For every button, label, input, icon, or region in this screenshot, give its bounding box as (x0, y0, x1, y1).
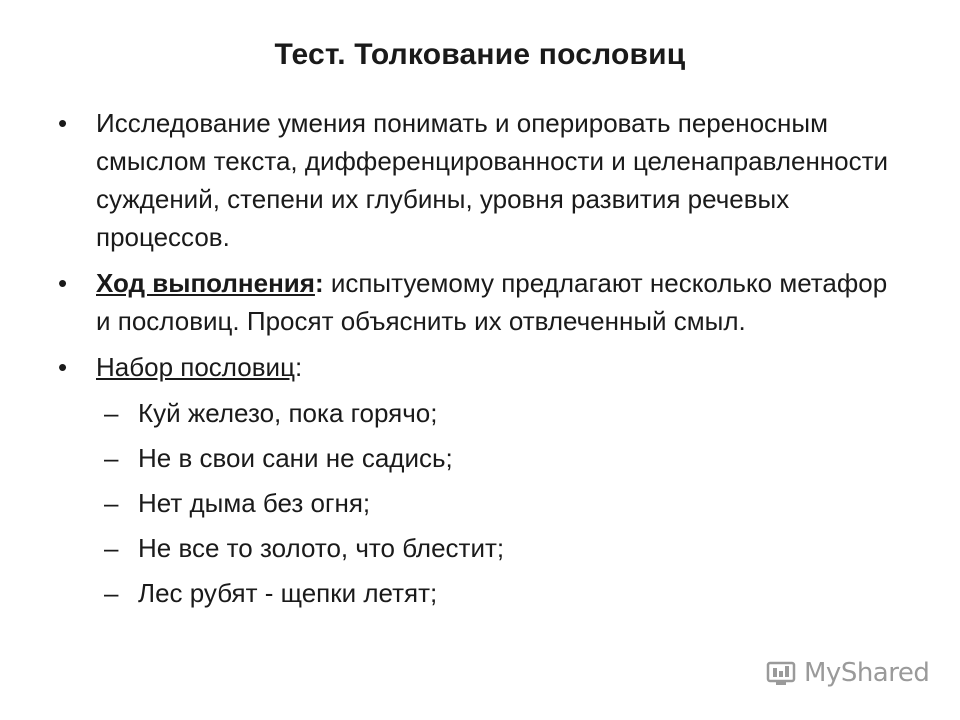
dash-marker: – (104, 533, 119, 563)
dash-marker: – (104, 488, 119, 518)
dash-marker: – (104, 443, 119, 473)
slide-content (58, 104, 898, 619)
proverb-item (58, 529, 898, 567)
bullet-item (58, 348, 898, 386)
watermark-text: MyShared (804, 658, 930, 688)
proverb-item (58, 394, 898, 432)
proverb-text: Нет дыма без огня; (138, 488, 371, 518)
proverb-item (58, 439, 898, 477)
bullet-marker: • (58, 268, 68, 298)
bullet-colon: : (294, 352, 303, 382)
myshared-logo-icon (766, 660, 800, 688)
proverb-text: Куй железо, пока горячо; (138, 398, 438, 428)
bullet-marker: • (58, 352, 68, 382)
dash-marker: – (104, 578, 119, 608)
bullet-item (58, 104, 898, 256)
slide-title: Тест. Толкование пословиц (274, 38, 686, 71)
bullet-item (58, 264, 898, 340)
dash-marker: – (104, 398, 119, 428)
bullet-marker: • (58, 108, 68, 138)
proverb-item (58, 484, 898, 522)
bullet-text: Исследование умения понимать и оперировать переносным смыслом текста, дифференцированности и целенаправленности суждений, степени их глубины, уровня развития речевых процессов. (96, 108, 889, 252)
bullet-label: Ход выполнения (96, 268, 315, 298)
bullet-text: испытуемому предлагают несколько метафор и пословиц. Просят объяснить их отвлеченный смыл. (96, 268, 888, 336)
bullet-label: Набор пословиц (96, 352, 295, 382)
proverb-item (58, 574, 898, 612)
proverb-text: Не в свои сани не садись; (138, 443, 453, 473)
bullet-colon: : (314, 268, 324, 298)
myshared-watermark (766, 656, 930, 692)
proverb-list (58, 394, 898, 612)
proverb-text: Не все то золото, что блестит; (138, 533, 505, 563)
proverb-text: Лес рубят - щепки летят; (138, 578, 438, 608)
